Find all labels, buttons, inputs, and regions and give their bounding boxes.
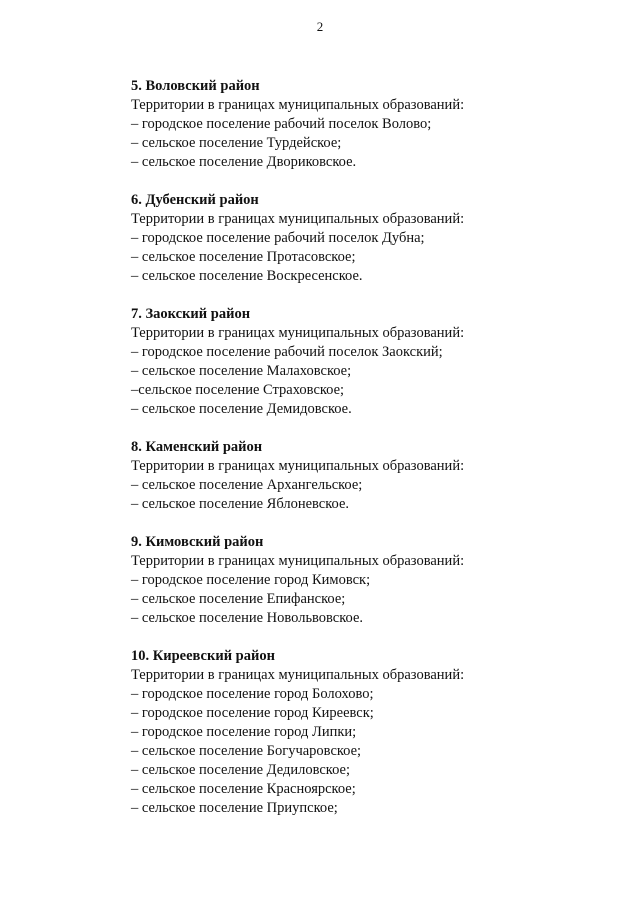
settlement-item: – сельское поселение Турдейское; (131, 135, 342, 151)
settlement-list (131, 115, 611, 172)
settlement-list (131, 685, 611, 818)
district-section (131, 77, 611, 172)
settlement-item: – городское поселение город Кимовск; (131, 572, 371, 588)
settlement-item: – городское поселение рабочий поселок Дубна; (131, 230, 425, 246)
settlement-item: – сельское поселение Приупское; (131, 800, 338, 816)
district-section (131, 191, 611, 286)
district-section (131, 438, 611, 514)
district-intro: Территории в границах муниципальных образований: (131, 211, 465, 227)
district-section (131, 533, 611, 628)
settlement-item: – городское поселение город Киреевск; (131, 705, 374, 721)
settlement-item: – сельское поселение Двориковское. (131, 154, 357, 170)
district-intro: Территории в границах муниципальных образований: (131, 553, 465, 569)
settlement-item: – сельское поселение Новольвовское. (131, 610, 364, 626)
settlement-item: – сельское поселение Демидовское. (131, 401, 352, 417)
district-section (131, 305, 611, 419)
district-title: 10. Киреевский район (131, 648, 275, 664)
settlement-item: – сельское поселение Богучаровское; (131, 743, 362, 759)
settlement-item: – городское поселение рабочий поселок Волово; (131, 116, 432, 132)
settlement-list (131, 476, 611, 514)
district-title: 9. Кимовский район (131, 534, 264, 550)
settlement-list (131, 343, 611, 419)
district-intro: Территории в границах муниципальных образований: (131, 97, 465, 113)
district-intro: Территории в границах муниципальных образований: (131, 667, 465, 683)
settlement-item: –сельское поселение Страховское; (131, 382, 345, 398)
settlement-item: – городское поселение город Болохово; (131, 686, 374, 702)
settlement-item: – городское поселение город Липки; (131, 724, 357, 740)
district-title: 8. Каменский район (131, 439, 263, 455)
settlement-item: – сельское поселение Епифанское; (131, 591, 346, 607)
district-title: 6. Дубенский район (131, 192, 259, 208)
settlement-item: – сельское поселение Красноярское; (131, 781, 356, 797)
page-number: 2 (316, 19, 324, 34)
district-intro: Территории в границах муниципальных образований: (131, 325, 465, 341)
district-intro: Территории в границах муниципальных образований: (131, 458, 465, 474)
settlement-item: – сельское поселение Протасовское; (131, 249, 356, 265)
settlement-item: – сельское поселение Малаховское; (131, 363, 352, 379)
settlement-list (131, 229, 611, 286)
district-title: 5. Воловский район (131, 78, 260, 94)
settlement-list (131, 571, 611, 628)
district-section (131, 647, 611, 818)
settlement-item: – городское поселение рабочий поселок Заокский; (131, 344, 443, 360)
district-title: 7. Заокский район (131, 306, 251, 322)
settlement-item: – сельское поселение Дедиловское; (131, 762, 351, 778)
settlement-item: – сельское поселение Яблоневское. (131, 496, 350, 512)
settlement-item: – сельское поселение Воскресенское. (131, 268, 363, 284)
document-body (131, 77, 611, 837)
settlement-item: – сельское поселение Архангельское; (131, 477, 363, 493)
